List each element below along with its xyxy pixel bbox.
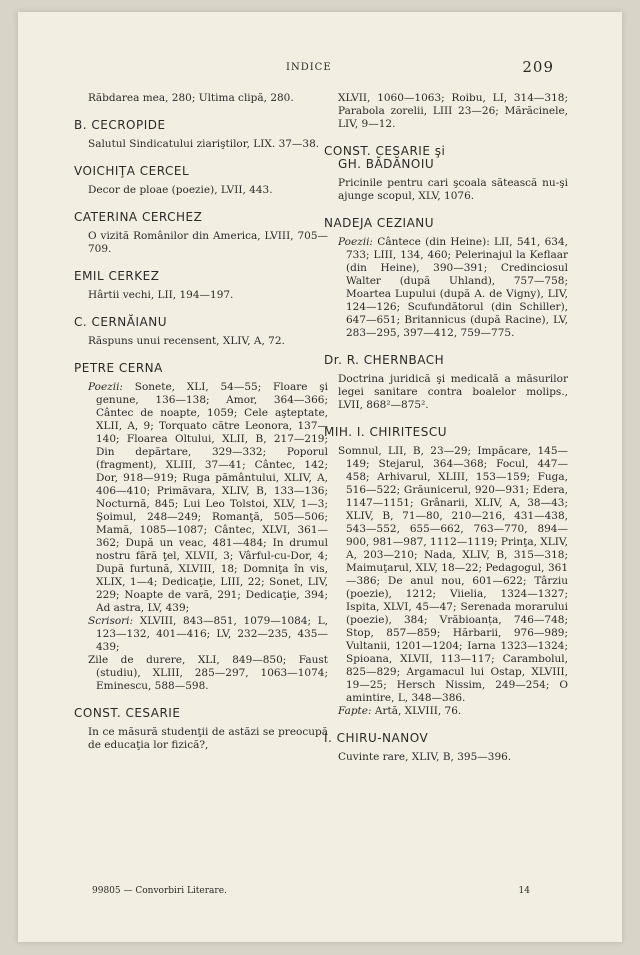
entry-text: Hârtii vechi, LII, 194—197. [88, 289, 234, 301]
index-entry [74, 362, 328, 693]
index-entry [324, 354, 568, 412]
index-entry [324, 145, 568, 203]
entry-text: Cuvinte rare, XLIV, B, 395—396. [338, 751, 512, 763]
index-entry [324, 732, 568, 764]
printer-signature: 99805 — Convorbiri Literare. [92, 886, 227, 896]
author-name: MIH. I. CHIRITESCU [324, 425, 448, 439]
index-entry [74, 165, 328, 197]
entry-continuation: XLVII, 1060—1063; Roibu, LI, 314—318; Parabola zorelii, LIII 23—26; Mărăcinele, LIV, 9—12. [338, 92, 568, 130]
section-text: Sonete, XLI, 54—55; Floare şi genune, 136—138; Amor, 364—366; Cântec de noapte, 1059; Cele aşteptate, XLII, A, 9; Torquato către Leonora, 137—140; Floarea Oltului, XLII, B, 217—219; Din depărtare, 329—332; Poporul (fragment), XLIII, 37—41; Cântec, 142; Dor, 918—919; Ruga pământului, XLIV, A, 406—410; Primăvara, XLIV, B, 133—136; Nocturnă, 845; Lui Leo Tolstoi, XLV, 1—3; Şoimul, 248—249; Romanţă, 505—506; Mamă, 1085—1087; Cântec, XLVI, 361—362; După un veac, 481—484; In drumul nostru fără ţel, XLVII, 3; Vârful-cu-Dor, 4; După furtună, XLVIII, 18; Domniţa în vis, XLIX, 1—4; Dedicaţie, LIII, 22; Sonet, LIV, 229; Noapte de vară, 291; Dedicaţie, 394; Ad astra, LV, 439; [96, 381, 328, 614]
author-name: PETRE CERNA [74, 361, 163, 375]
section-text: Artă, XLVIII, 76. [374, 705, 462, 717]
author-name: CONST. CESARIE şi [324, 144, 446, 158]
section-label: Fapte: [338, 705, 372, 717]
index-entry [324, 426, 568, 718]
author-name: I. CHIRU-NANOV [324, 731, 429, 745]
left-column [74, 92, 328, 766]
index-entry [74, 707, 328, 752]
entry-text [74, 381, 328, 615]
entry-text: Doctrina juridică şi medicală a măsurilor legei sanitare contra boalelor molips., LVII, 868²—875². [338, 373, 568, 411]
author-name: NADEJA CEZIANU [324, 216, 435, 230]
entry-text: O vizită Românilor din America, LVIII, 705—709. [88, 230, 328, 255]
section-label: Scrisori: [88, 615, 134, 627]
entry-text [324, 705, 568, 718]
author-name: C. CERNĂIANU [74, 315, 167, 329]
index-entry [324, 92, 568, 131]
author-name: Dr. R. CHERNBACH [324, 353, 445, 367]
author-name: EMIL CERKEZ [74, 269, 160, 283]
author-name: B. CECROPIDE [74, 118, 166, 132]
section-label: Poezii: [338, 236, 373, 248]
author-name: CONST. CESARIE [74, 706, 181, 720]
entry-continuation: Răbdarea mea, 280; Ultima clipă, 280. [88, 92, 294, 104]
index-entry [74, 92, 328, 105]
entry-text: Zile de durere, XLI, 849—850; Faust (studiu), XLIII, 285—297, 1063—1074; Eminescu, 588—598. [88, 654, 328, 692]
entry-text: Pricinile pentru cari şcoala sătească nu-şi ajunge scopul, XLV, 1076. [338, 177, 568, 202]
section-text: XLVIII, 843—851, 1079—1084; L, 123—132, 401—416; LV, 232—235, 435—439; [96, 615, 329, 653]
section-label: Poezii: [88, 381, 123, 393]
index-entry [74, 270, 328, 302]
entry-text [74, 615, 328, 654]
index-entry [74, 119, 328, 151]
entry-text: In ce măsură studenţii de astăzi se preocupă de educaţia lor fizică?, [88, 726, 328, 751]
index-entry [74, 211, 328, 256]
author-name: VOICHIŢA CERCEL [74, 164, 190, 178]
page-number: 209 [522, 58, 554, 76]
entry-text: Răspuns unui recensent, XLIV, A, 72. [88, 335, 285, 347]
author-name: CATERINA CERCHEZ [74, 210, 203, 224]
index-entry [324, 217, 568, 340]
section-text: Cântece (din Heine): LII, 541, 634, 733; LIII, 134, 460; Pelerinajul la Keflaar (din Heine), 390—391; Credinciosul Walter (după Uhland), 757—758; Moartea Lupului (după A. de Vigny), LIV, 124—126; Scufundătorul (din Schiller), 647—651; Britannicus (după Racine), LV, 283—295, 397—412, 759—775. [346, 236, 568, 339]
right-column [324, 92, 568, 778]
entry-text [324, 236, 568, 340]
index-entry [74, 316, 328, 348]
entry-text: Salutul Sindicatului ziariştilor, LIX. 37—38. [88, 138, 320, 150]
entry-text: Somnul, LII, B, 23—29; Impăcare, 145—149; Stejarul, 364—368; Focul, 447—458; Arhivarul, XLIII, 153—159; Fuga, 516—522; Grăunicerul, 920—931; Edera, 1147—1151; Grânarii, XLIV, A, 38—43; XLIV, B, 71—80, 210—216, 431—438, 543—552, 655—662, 763—770, 894—900, 981—987, 1112—1119; Prinţa, XLIV, A, 203—210; Nada, XLIV, B, 315—318; Maimuţarul, XLV, 18—22; Pedagogul, 361—386; De anul nou, 601—622; Târziu (poezie), 1212; Viielia, 1324—1327; Ispita, XLVI, 45—47; Serenada morarului (poezie), 384; Vrăbioanța, 746—748; Stop, 857—859; Hărbarii, 976—989; Vultanii, 1201—1204; Iarna 1323—1324; Spioana, XLVII, 113—117; Carambolul, 825—829; Argamacul lui Ostap, XLVIII, 19—25; Hersch Nissim, 249—254; O amintire, L, 348—386. [338, 445, 568, 704]
sheet-number: 14 [518, 886, 530, 896]
entry-text: Decor de ploae (poezie), LVII, 443. [88, 184, 273, 196]
author-name: GH. BĂDĂNOIU [338, 157, 435, 171]
header-title: INDICE [286, 62, 332, 73]
document-page [18, 12, 622, 942]
